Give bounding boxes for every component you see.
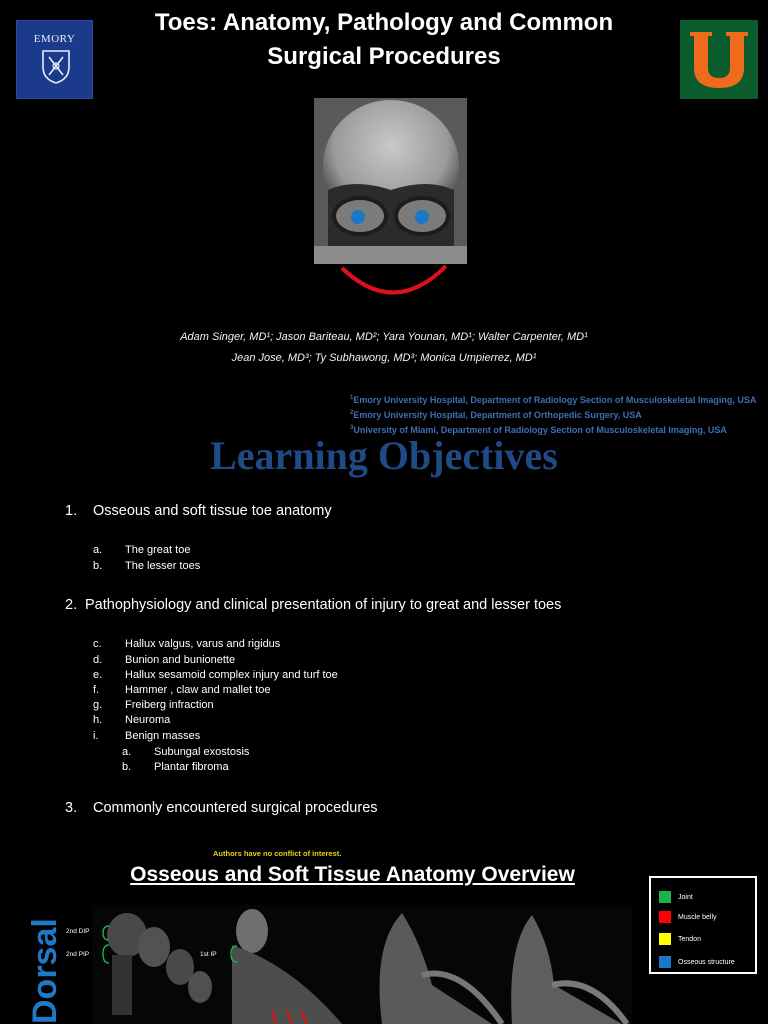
- title-line-1: Toes: Anatomy, Pathology and Common: [154, 9, 614, 36]
- sesamoid-marker-left: [351, 210, 365, 224]
- objective-1b: b. The lesser toes: [93, 560, 201, 572]
- joint-bracket-panel-2: [228, 944, 240, 968]
- objective-2i-b: b. Plantar fibroma: [122, 761, 229, 773]
- anatomy-overview-heading: Osseous and Soft Tissue Anatomy Overview: [130, 863, 575, 886]
- learning-objectives-heading: Learning Objectives: [210, 433, 558, 478]
- toe-mri-image: [314, 98, 467, 264]
- legend-item-joint: Joint: [659, 890, 693, 904]
- label-2nd-pip: 2nd PIP: [66, 951, 90, 958]
- affiliation-1: $^1$Emory University Hospital, Department of Radiology Section of Musculoskeletal Imaging, USA: [350, 395, 757, 405]
- title-line-2: Surgical Procedures: [267, 43, 501, 70]
- affiliation-2: $^2$Emory University Hospital, Department of Orthopedic Surgery, USA: [350, 410, 642, 420]
- objective-2d: d. Bunion and bunionette: [93, 654, 236, 666]
- objective-2e: e. Hallux sesamoid complex injury and turf toe: [93, 669, 338, 681]
- miami-logo: [680, 20, 758, 99]
- objective-1a: a. The great toe: [93, 544, 191, 556]
- conflict-of-interest-note: Authors have no conflict of interest.: [213, 849, 342, 858]
- objective-1: 1. Osseous and soft tissue toe anatomy: [65, 503, 332, 519]
- objective-2i: i. Benign masses: [93, 730, 201, 742]
- emory-wordmark: EMORY: [33, 33, 76, 45]
- sesamoid-marker-right: [415, 210, 429, 224]
- author-list: [120, 327, 648, 369]
- legend-swatch: [659, 911, 671, 923]
- color-legend: [649, 876, 757, 974]
- shield-icon: [41, 49, 71, 85]
- poster-title: [110, 6, 658, 74]
- objective-2: 2. Pathophysiology and clinical presentation of injury to great and lesser toes: [65, 597, 562, 613]
- objective-2f: f. Hammer , claw and mallet toe: [93, 684, 271, 696]
- objective-2h: h. Neuroma: [93, 714, 171, 726]
- red-arc: [336, 260, 452, 296]
- legend-item-osseous: Osseous structure: [659, 955, 735, 969]
- label-1st-ip: 1st IP: [200, 951, 217, 958]
- label-2nd-dip: 2nd DIP: [66, 928, 90, 935]
- u-logo-icon: [686, 28, 752, 90]
- affiliations: [350, 392, 768, 437]
- authors-line-1: Adam Singer, MD¹; Jason Bariteau, MD²; Yara Younan, MD¹; Walter Carpenter, MD¹: [180, 331, 588, 343]
- objective-3: 3. Commonly encountered surgical procedures: [65, 800, 378, 816]
- legend-swatch: [659, 933, 671, 945]
- legend-swatch: [659, 956, 671, 968]
- objective-2i-a: a. Subungal exostosis: [122, 746, 250, 758]
- authors-line-2: Jean Jose, MD³; Ty Subhawong, MD³; Monica Umpierrez, MD¹: [231, 352, 537, 364]
- joint-brackets-panel-1: [100, 924, 112, 974]
- affiliation-3: $^3$University of Miami, Department of Radiology Section of Musculoskeletal Imaging, USA: [350, 425, 727, 435]
- legend-item-tendon: Tendon: [659, 932, 701, 946]
- objective-2g: g. Freiberg infraction: [93, 699, 214, 711]
- legend-swatch: [659, 891, 671, 903]
- legend-item-muscle-belly: Muscle belly: [659, 910, 717, 924]
- mri-image-strip: [92, 905, 632, 1024]
- objective-2c: c. Hallux valgus, varus and rigidus: [93, 638, 281, 650]
- view-label-dorsal: Dorsal: [26, 918, 64, 1024]
- emory-logo: [16, 20, 93, 99]
